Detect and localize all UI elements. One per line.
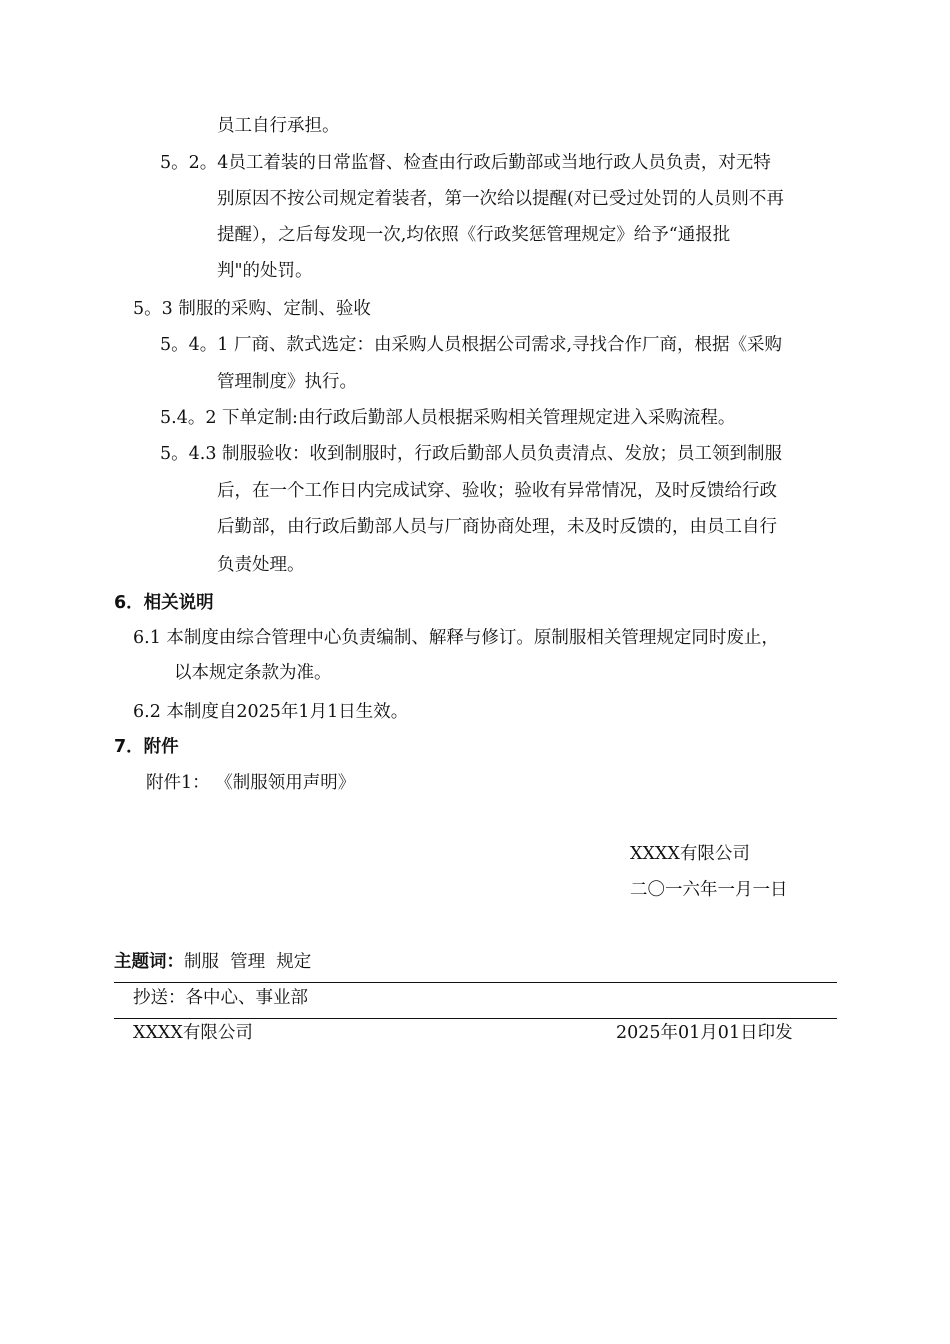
paragraph-line: 别原因不按公司规定着装者，第一次给以提醒(对已受过处罚的人员则不再 <box>217 189 784 209</box>
attachment-item: 附件1： 《制服领用声明》 <box>146 773 356 793</box>
paragraph-line: 负责处理。 <box>217 555 305 575</box>
paragraph-line: 后，在一个工作日内完成试穿、验收；验收有异常情况，及时反馈给行政 <box>217 481 777 501</box>
divider-line <box>114 982 837 983</box>
paragraph-line: 提醒），之后每发现一次,均依照《行政奖惩管理规定》给予“通报批 <box>217 225 731 245</box>
paragraph-line: 以本规定条款为准。 <box>174 663 332 683</box>
subject-label: 主题词： <box>114 952 184 972</box>
print-date: 2025年01月01日印发 <box>616 1023 793 1043</box>
signature-date: 二〇一六年一月一日 <box>630 880 788 900</box>
section-7-heading: 7．附件 <box>114 737 179 757</box>
subject-terms: 制服 管理 规定 <box>184 952 312 972</box>
clause-6-1: 6.1 本制度由综合管理中心负责编制、解释与修订。原制服相关管理规定同时废止， <box>133 628 779 648</box>
subject-words <box>114 950 311 974</box>
section-6-heading: 6．相关说明 <box>114 593 214 613</box>
clause-6-2: 6.2 本制度自2025年1月1日生效。 <box>133 702 409 722</box>
issuer-name: XXXX有限公司 <box>133 1023 253 1043</box>
clause-5-4-1: 5。4。1 厂商、款式选定：由采购人员根据公司需求,寻找合作厂商，根据《采购 <box>160 335 783 355</box>
paragraph-line: 管理制度》执行。 <box>217 372 357 392</box>
clause-5-3-heading: 5。3 制服的采购、定制、验收 <box>133 299 371 319</box>
clause-5-2-4: 5。2。4员工着装的日常监督、检查由行政后勤部或当地行政人员负责，对无特 <box>160 153 771 173</box>
paragraph-line: 后勤部，由行政后勤部人员与厂商协商处理，未及时反馈的，由员工自行 <box>217 517 777 537</box>
clause-5-4-2: 5.4。2 下单定制:由行政后勤部人员根据采购相关管理规定进入采购流程。 <box>160 408 736 428</box>
clause-5-4-3: 5。4.3 制服验收：收到制服时，行政后勤部人员负责清点、发放；员工领到制服 <box>160 444 783 464</box>
signature-company: XXXX有限公司 <box>630 844 750 864</box>
divider-line <box>114 1018 837 1019</box>
cc-line: 抄送：各中心、事业部 <box>133 988 308 1008</box>
paragraph-line: 判"的处罚。 <box>217 261 313 281</box>
paragraph-line: 员工自行承担。 <box>217 116 340 136</box>
